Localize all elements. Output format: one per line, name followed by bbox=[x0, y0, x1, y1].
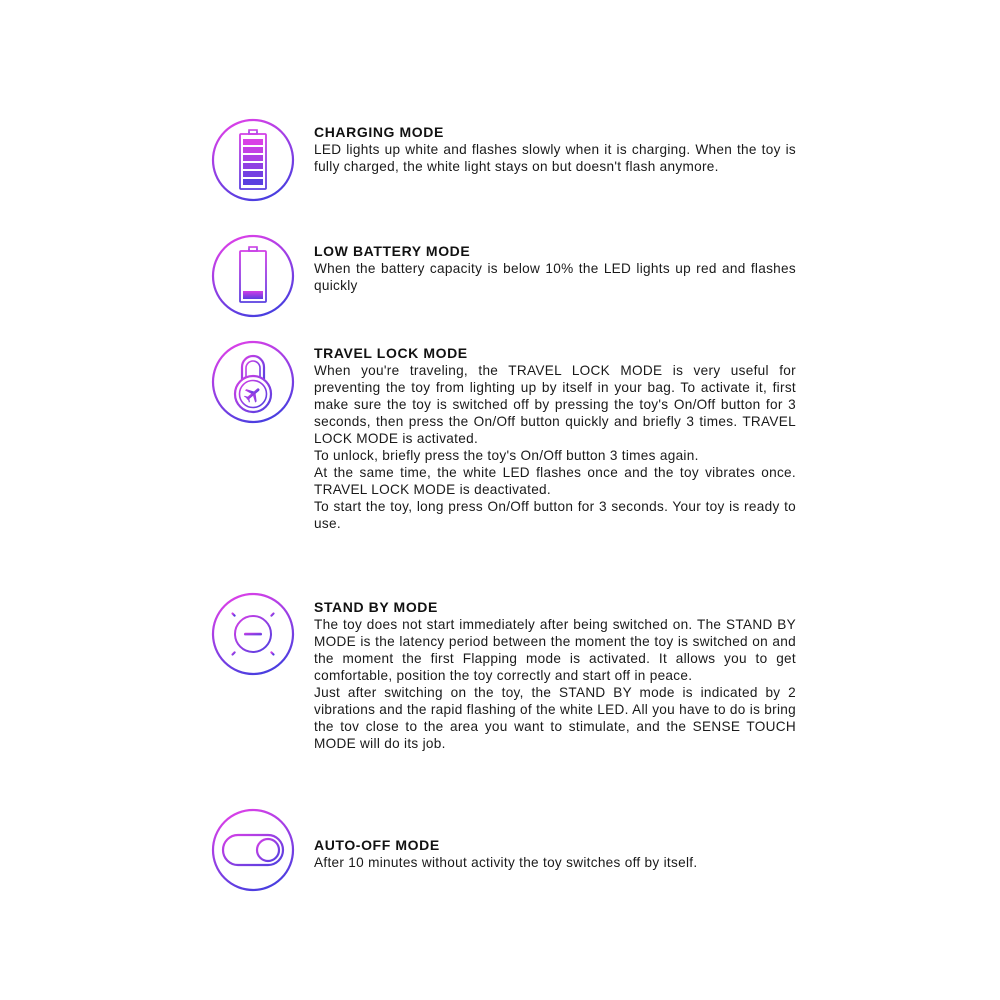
section-paragraph: At the same time, the white LED flashes once and the toy vibrates once. TRAVEL LOCK MODE is deactivated. bbox=[314, 465, 796, 497]
section-paragraph: LED lights up white and flashes slowly when it is charging. When the toy is fully charged, the white light stays on but doesn't flash anymore. bbox=[314, 142, 796, 174]
section-paragraph: To unlock, briefly press the toy's On/Off button 3 times again. bbox=[314, 448, 699, 463]
battery-charging-icon bbox=[211, 118, 295, 202]
toggle-switch-icon bbox=[211, 808, 295, 892]
section-paragraph: The toy does not start immediately after being switched on. The STAND BY MODE is the latency period between the moment the toy is switched on and the moment the first Flapping mode is activated. It allows you to get comfortable, position the toy correctly and start off in peace. bbox=[314, 617, 796, 683]
travel-lock-icon bbox=[211, 340, 295, 424]
section-paragraph: Just after switching on the toy, the STAND BY mode is indicated by 2 vibrations and the rapid flashing of the white LED. All you have to do is bring the tov close to the area you want to stimulate, and the SENSE TOUCH MODE will do its job. bbox=[314, 685, 796, 751]
battery-low-icon bbox=[211, 234, 295, 318]
section-title: STAND BY MODE bbox=[314, 599, 438, 615]
section-paragraph: When you're traveling, the TRAVEL LOCK MODE is very useful for preventing the toy from lighting up by itself in your bag. To activate it, first make sure the toy is switched off by pressing the toy's On/Off button for 3 seconds, then press the On/Off button quickly and briefly 3 times. TRAVEL LOCK MODE is activated. bbox=[314, 363, 796, 446]
standby-icon bbox=[211, 592, 295, 676]
section-paragraph: To start the toy, long press On/Off button for 3 seconds. Your toy is ready to use. bbox=[314, 499, 796, 531]
section-title: AUTO-OFF MODE bbox=[314, 837, 440, 853]
section-paragraph: After 10 minutes without activity the toy switches off by itself. bbox=[314, 855, 698, 870]
section-title: CHARGING MODE bbox=[314, 124, 444, 140]
section-title: LOW BATTERY MODE bbox=[314, 243, 471, 259]
section-paragraph: When the battery capacity is below 10% the LED lights up red and flashes quickly bbox=[314, 261, 796, 293]
section-title: TRAVEL LOCK MODE bbox=[314, 345, 468, 361]
